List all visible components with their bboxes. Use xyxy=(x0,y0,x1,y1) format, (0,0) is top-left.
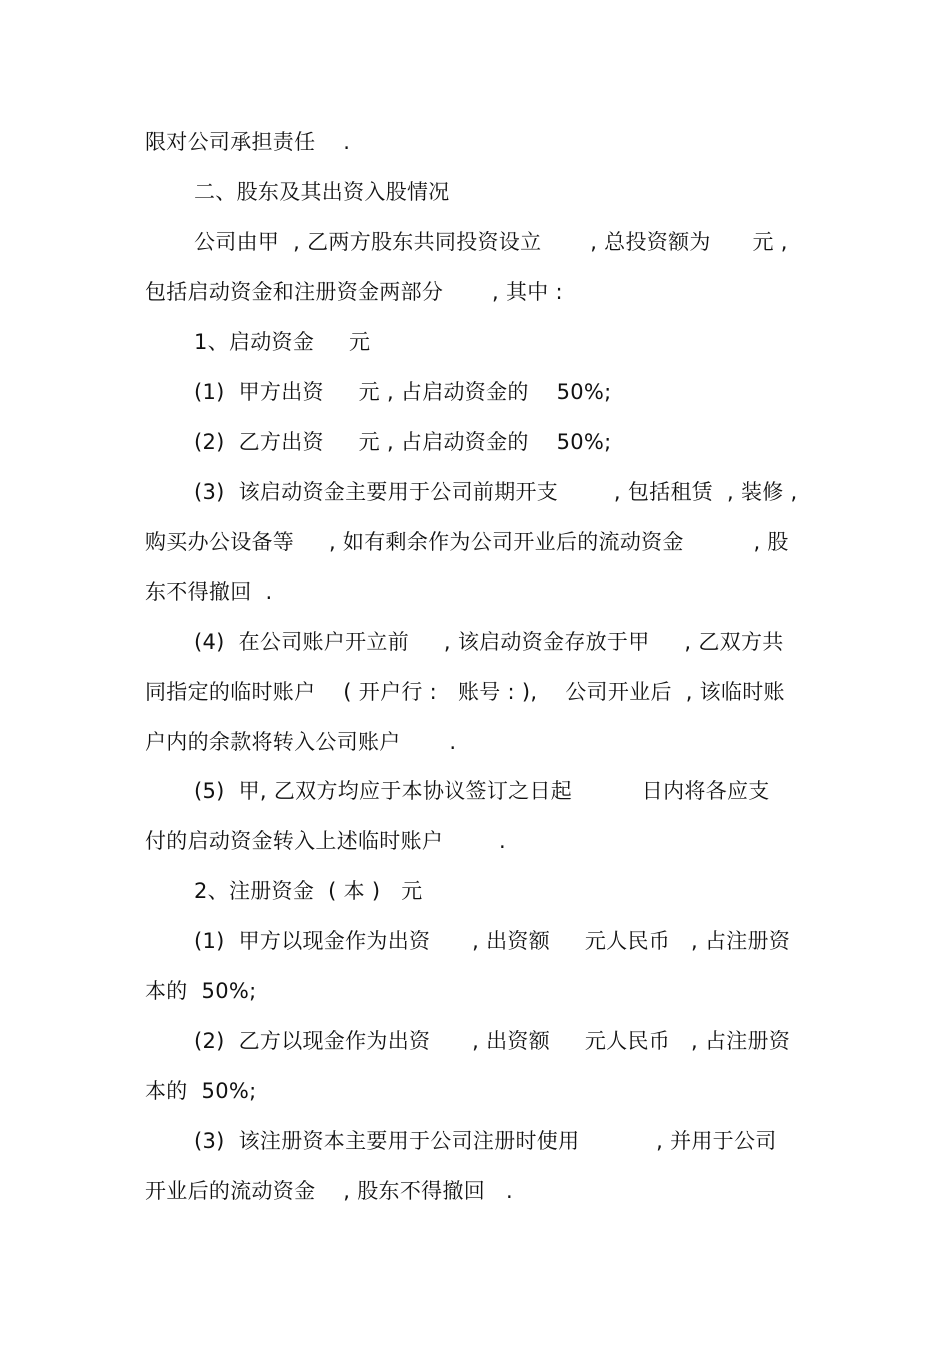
text-line: (5) 甲, 乙双方均应于本协议签订之日起 日内将各应支 xyxy=(194,779,770,803)
text-line: 东不得撤回 . xyxy=(145,580,273,604)
text-line: (1) 甲方以现金作为出资 , 出资额 元人民币 , 占注册资 xyxy=(194,929,791,953)
text-line: 包括启动资金和注册资金两部分 , 其中 : xyxy=(145,280,563,304)
text-line: (2) 乙方以现金作为出资 , 出资额 元人民币 , 占注册资 xyxy=(194,1029,791,1053)
text-line: 限对公司承担责任 . xyxy=(145,130,351,154)
text-line: 本的 50%; xyxy=(145,979,257,1003)
text-line: 开业后的流动资金 , 股东不得撤回 . xyxy=(145,1179,513,1203)
text-line: (3) 该注册资本主要用于公司注册时使用 , 并用于公司 xyxy=(194,1129,777,1153)
section-heading: 二、股东及其出资入股情况 xyxy=(194,180,450,204)
text-line: 付的启动资金转入上述临时账户 . xyxy=(145,829,506,853)
text-line: (3) 该启动资金主要用于公司前期开支 , 包括租赁 , 装修 , xyxy=(194,480,798,504)
text-line: 户内的余款将转入公司账户 . xyxy=(145,730,457,754)
text-line: 同指定的临时账户 ( 开户行 : 账号 : ), 公司开业后 , 该临时账 xyxy=(145,680,785,704)
subsection-heading: 2、注册资金 ( 本 ) 元 xyxy=(194,879,423,903)
text-line: 本的 50%; xyxy=(145,1079,257,1103)
text-line: (4) 在公司账户开立前 , 该启动资金存放于甲 , 乙双方共 xyxy=(194,630,784,654)
subsection-heading: 1、启动资金 元 xyxy=(194,330,371,354)
text-line: 购买办公设备等 , 如有剩余作为公司开业后的流动资金 , 股 xyxy=(145,530,789,554)
text-line: (2) 乙方出资 元 , 占启动资金的 50%; xyxy=(194,430,612,454)
text-line: (1) 甲方出资 元 , 占启动资金的 50%; xyxy=(194,380,612,404)
text-line: 公司由甲 , 乙两方股东共同投资设立 , 总投资额为 元 , xyxy=(194,230,788,254)
